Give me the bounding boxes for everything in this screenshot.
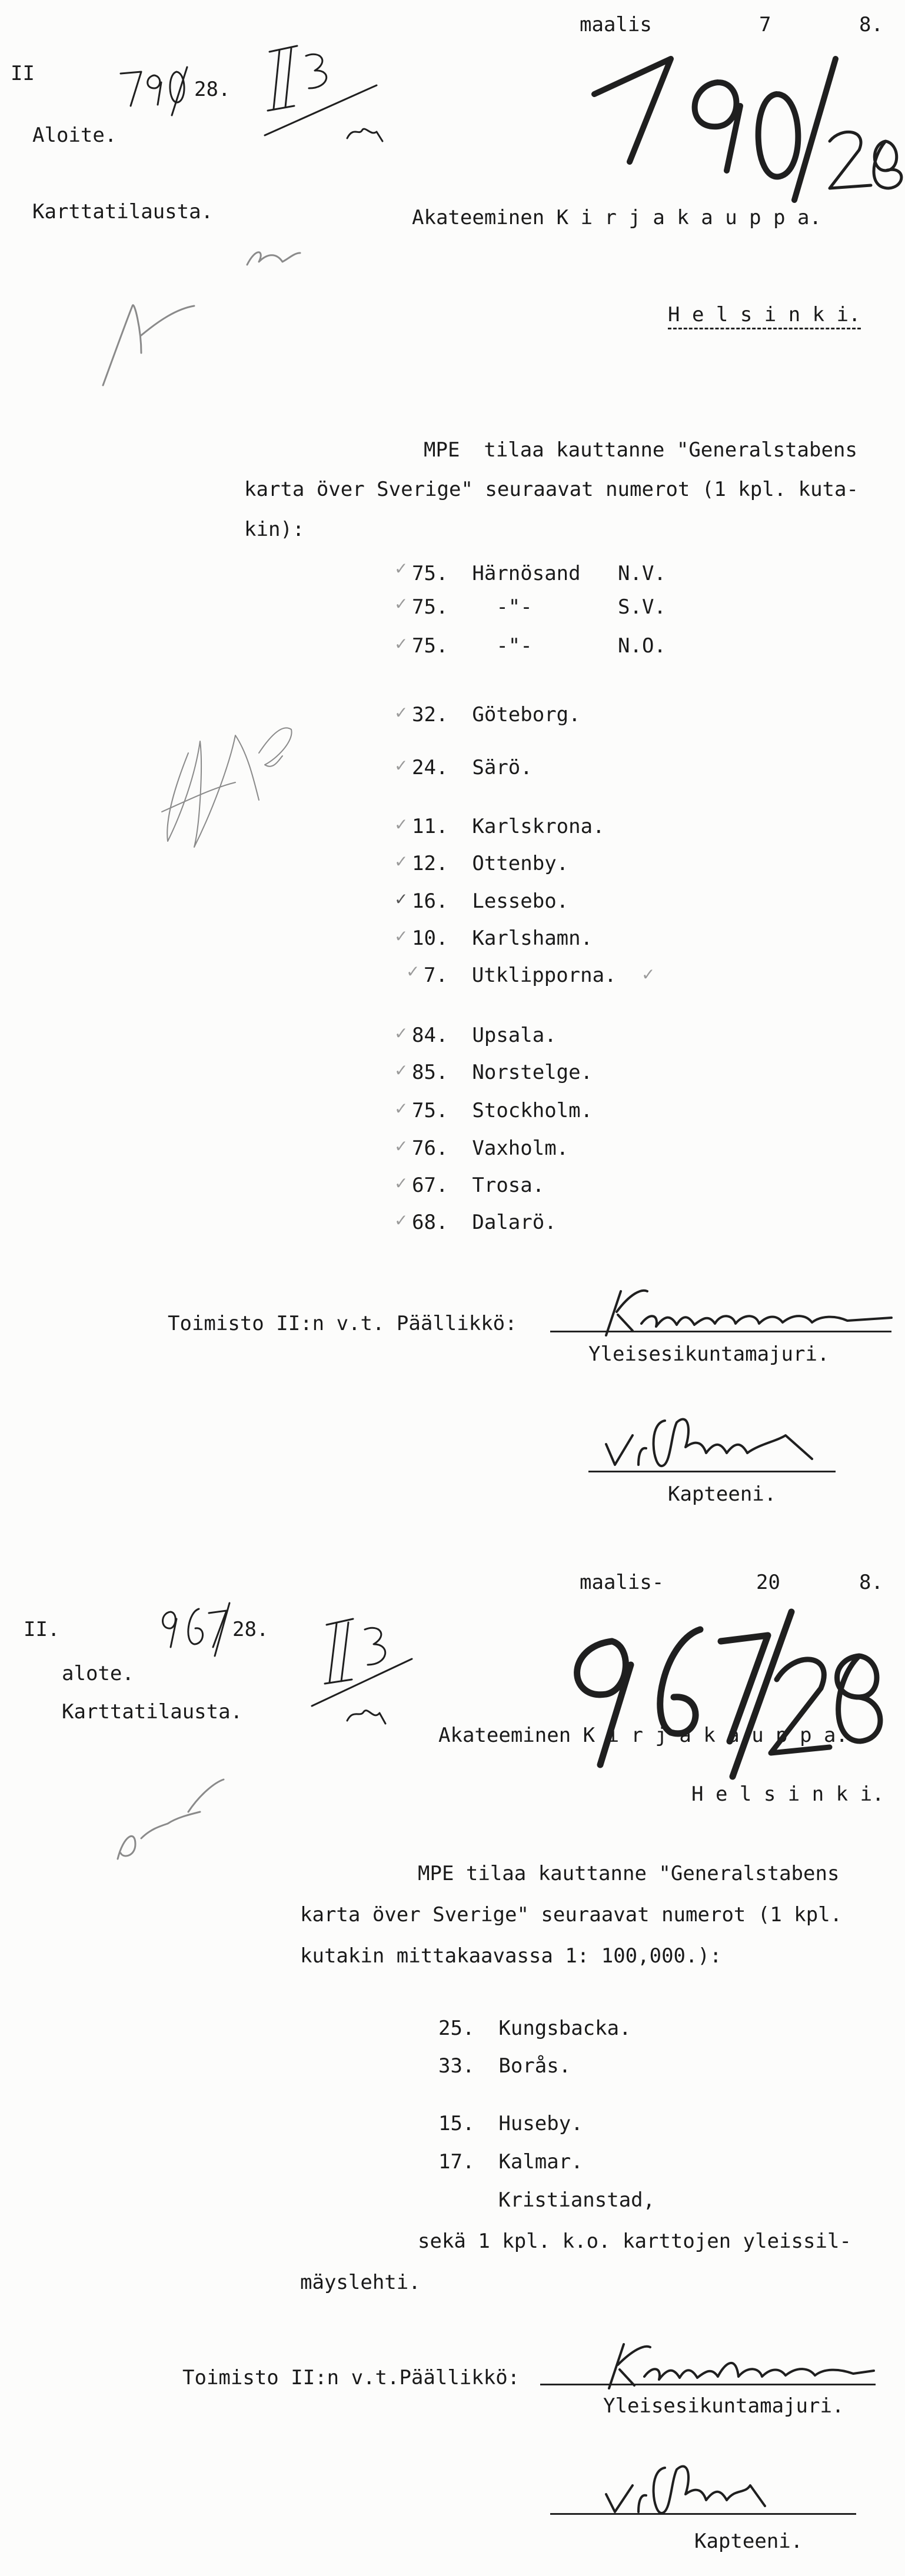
handwritten-ref-number [163, 1603, 230, 1656]
list-item: 76. Vaxholm. [412, 1137, 569, 1160]
check-mark-icon: ✓ [406, 962, 420, 981]
check-mark-icon: ✓ [394, 1211, 408, 1230]
list-item: 25. Kungsbacka. [438, 2017, 631, 2040]
check-mark-icon: ✓ [394, 1174, 408, 1193]
list-item: 68. Dalarö. [412, 1211, 557, 1234]
doc2-extra-line1: sekä 1 kpl. k.o. karttojen yleissil- [418, 2230, 851, 2253]
list-item: 75. -"- [412, 595, 533, 619]
doc2-recipient: Akateeminen K i r j a k a u p p a. [438, 1724, 848, 1747]
large-handwritten-stamp-number [577, 1612, 880, 1777]
list-item: Kristianstad, [498, 2188, 656, 2212]
doc1-sign-title2: Kapteeni. [668, 1482, 777, 1506]
doc2-body-line3: kutakin mittakaavassa 1: 100,000.): [300, 1944, 722, 1968]
handwritten-signature [606, 1419, 812, 1467]
list-item: 33. Borås. [438, 2054, 571, 2078]
check-mark-icon: ✓ [394, 594, 408, 614]
list-item: 17. Kalmar. [438, 2150, 583, 2174]
doc2-date-year: 8. [859, 1571, 883, 1594]
list-item: 75. -"- [412, 634, 533, 658]
check-mark-icon: ✓ [394, 559, 408, 578]
doc1-date-month: maalis [580, 13, 652, 36]
check-mark-icon: ✓ [641, 965, 656, 984]
doc1-sign-label: Toimisto II:n v.t. Päällikkö: [168, 1312, 517, 1335]
large-handwritten-stamp-number [594, 59, 901, 200]
doc2-type: alote. [62, 1662, 134, 1685]
doc2-ref-year: 28. [232, 1618, 269, 1641]
handwritten-signature [609, 2344, 874, 2388]
doc1-body-line1: MPE tilaa kauttanne "Generalstabens [424, 438, 857, 462]
handwritten-initials [118, 1779, 224, 1859]
check-mark-icon: ✓ [394, 1137, 408, 1156]
handwritten-signature [606, 1291, 891, 1335]
doc1-date-year: 8. [859, 13, 883, 36]
doc2-sign-title2: Kapteeni. [694, 2530, 803, 2553]
list-item: 24. Särö. [412, 756, 533, 779]
list-item: 67. Trosa. [412, 1174, 545, 1197]
handwritten-classification-mark [265, 46, 382, 141]
doc2-sign-title1: Yleisesikuntamajuri. [603, 2394, 844, 2418]
doc2-city: H e l s i n k i. [691, 1782, 884, 1806]
check-mark-icon: ✓ [394, 1024, 408, 1043]
list-item: 7. Utklipporna. [424, 964, 617, 987]
check-mark-icon: ✓ [394, 815, 408, 834]
handwritten-initials [103, 252, 300, 385]
list-item: 12. Ottenby. [412, 852, 569, 875]
list-item: 15. Huseby. [438, 2112, 583, 2135]
pencil-scribble [162, 728, 292, 847]
doc2-subject: Karttatilausta. [62, 1700, 243, 1724]
doc1-type: Aloite. [32, 124, 117, 147]
check-mark-icon: ✓ [394, 634, 408, 654]
list-item: 16. Lessebo. [412, 889, 569, 913]
doc1-sign-title1: Yleisesikuntamajuri. [588, 1342, 830, 1366]
doc1-recipient: Akateeminen K i r j a k a u p p a. [412, 206, 821, 229]
doc1-city: H e l s i n k i. [668, 303, 861, 329]
doc2-sign-label: Toimisto II:n v.t.Päällikkö: [182, 2366, 520, 2390]
check-mark-icon: ✓ [394, 927, 408, 946]
doc1-dept: II [11, 62, 35, 85]
list-item: 10. Karlshamn. [412, 927, 593, 950]
doc2-extra-line2: mäyslehti. [300, 2271, 421, 2294]
check-mark-icon: ✓ [394, 756, 408, 775]
check-mark-icon: ✓ [394, 1099, 408, 1118]
doc1-subject: Karttatilausta. [32, 200, 214, 224]
list-item: 32. Göteborg. [412, 703, 581, 727]
list-item: 11. Karlskrona. [412, 815, 605, 838]
check-mark-icon: ✓ [394, 852, 408, 871]
check-mark-icon: ✓ [394, 889, 408, 909]
doc2-date-day: 20 [756, 1571, 780, 1594]
doc1-body-line3: kin): [244, 518, 305, 541]
doc1-body-line2: karta över Sverige" seuraavat numerot (1 kpl. kuta- [244, 478, 859, 501]
doc2-date-month: maalis- [580, 1571, 664, 1594]
list-item-suffix: N.O. [618, 634, 666, 658]
list-item-suffix: S.V. [618, 595, 666, 619]
list-item: 75. Stockholm. [412, 1099, 593, 1122]
doc2-dept: II. [24, 1618, 60, 1641]
doc2-body-line2: karta över Sverige" seuraavat numerot (1 kpl. [300, 1903, 843, 1927]
handwritten-ref-number [121, 67, 187, 115]
list-item: 85. Norstelge. [412, 1061, 593, 1084]
handwritten-signature [606, 2467, 765, 2514]
list-item: 75. Härnösand [412, 562, 581, 585]
doc1-ref-year: 28. [194, 78, 231, 101]
list-item-suffix: N.V. [618, 562, 666, 585]
handwritten-classification-mark [312, 1619, 412, 1724]
check-mark-icon: ✓ [394, 703, 408, 722]
doc1-date-day: 7 [759, 13, 771, 36]
list-item: 84. Upsala. [412, 1024, 557, 1047]
doc2-body-line1: MPE tilaa kauttanne "Generalstabens [418, 1862, 840, 1885]
check-mark-icon: ✓ [394, 1061, 408, 1080]
